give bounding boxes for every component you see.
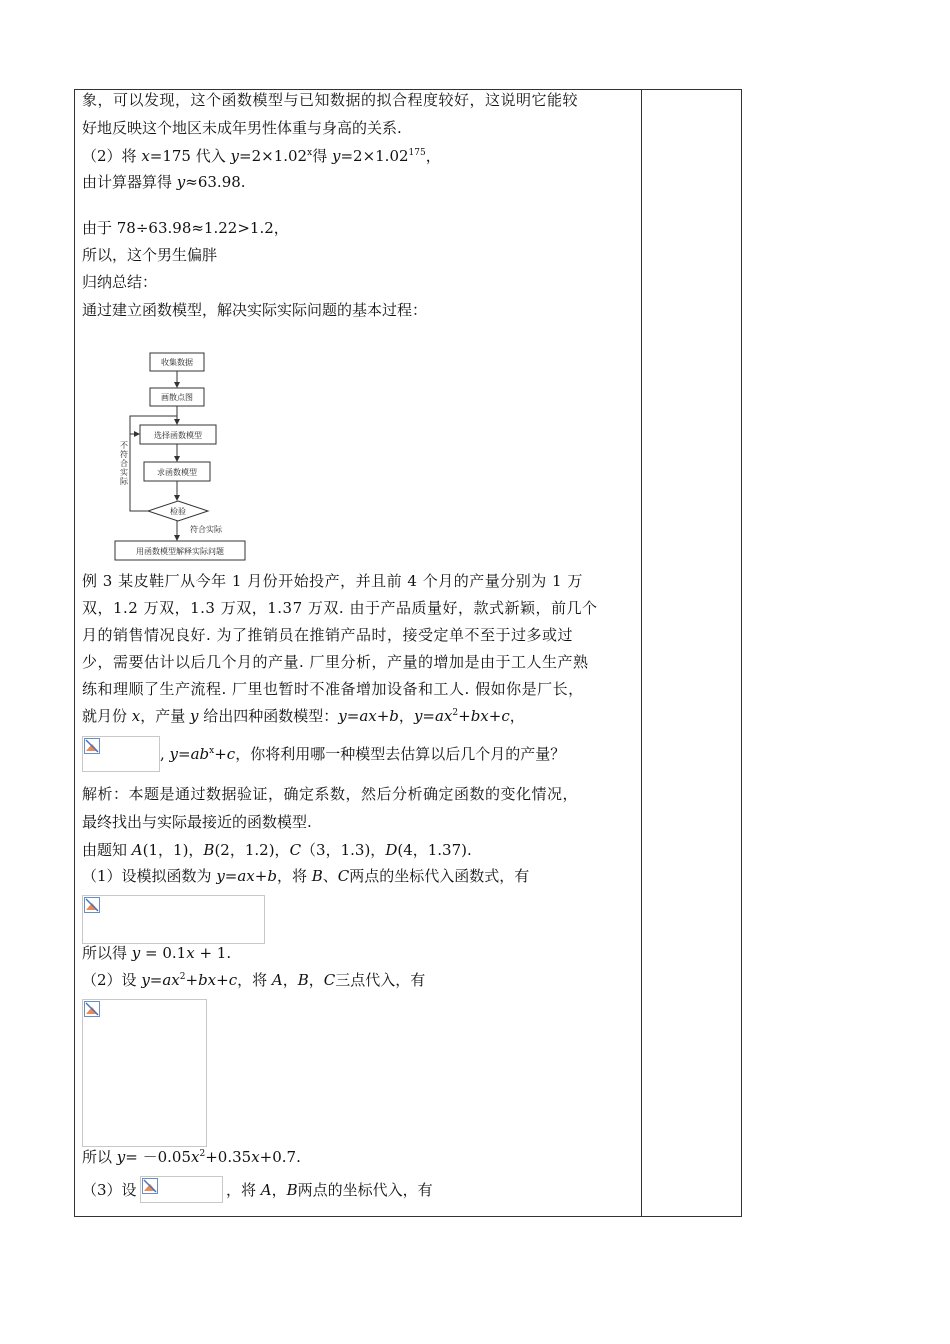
table-column-divider — [641, 89, 642, 1217]
flow-label: 收集数据 — [161, 358, 193, 367]
text-line: 少，需要估计以后几个月的产量. 厂里分析，产量的增加是由于工人生产熟 — [82, 653, 589, 671]
flow-label-fail: 不 — [120, 441, 128, 450]
flow-label-fail: 际 — [120, 477, 128, 486]
text-line: 通过建立函数模型，解决实际实际问题的基本过程： — [82, 301, 428, 319]
text-line: 所以得 y = 0.1x + 1. — [82, 944, 232, 962]
text-line: （3）设 — [82, 1181, 137, 1199]
text-line: 月的销售情况良好. 为了推销员在推销产品时，接受定单不至于过多或过 — [82, 626, 574, 644]
text-line: 由于 78÷63.98≈1.22>1.2， — [82, 219, 289, 237]
text-line: 归纳总结： — [82, 273, 158, 291]
text-line: 最终找出与实际最接近的函数模型. — [82, 813, 312, 831]
flow-label-pass: 符合实际 — [190, 525, 222, 534]
text-line: （2）设 $y=ax^2+bx+c$，将 A，B，C三点代入，有 — [82, 971, 426, 989]
flow-label-fail: 合 — [120, 459, 128, 468]
text-line: ，将 A，B两点的坐标代入，有 — [226, 1181, 433, 1199]
flow-label-fail: 实 — [120, 468, 128, 477]
flow-label: 求函数模型 — [157, 468, 197, 477]
text-line: 就月份 x，产量 y 给出四种函数模型：y=ax+b，$y=ax^2+bx+c$， — [82, 707, 525, 725]
text-line: 由计算器算得 y≈63.98. — [82, 173, 246, 191]
broken-image-icon — [82, 895, 265, 944]
text-line: , $y=ab^x+c$，你将利用哪一种模型去估算以后几个月的产量？ — [160, 745, 566, 763]
flow-label-fail: 符 — [120, 450, 128, 459]
text-line: （1）设模拟函数为 y=ax+b，将 B、C两点的坐标代入函数式，有 — [82, 867, 530, 885]
flow-label: 用函数模型解释实际问题 — [136, 547, 224, 556]
broken-image-icon — [82, 999, 207, 1147]
text-line: 好地反映这个地区未成年男性体重与身高的关系. — [82, 119, 402, 137]
text-line: 双，1.2 万双，1.3 万双，1.37 万双. 由于产品质量好，款式新颖，前几个 — [82, 599, 598, 617]
text-line: 所以 $y= -0.05x^2+0.35x+0.7$. — [82, 1148, 301, 1166]
flowchart — [110, 345, 260, 567]
text-line: 由题知 A(1，1)，B(2，1.2)，C（3，1.3)，D(4，1.37). — [82, 841, 472, 859]
flow-label: 检验 — [170, 507, 186, 516]
broken-image-icon — [82, 736, 160, 772]
text-line: 解析：本题是通过数据验证，确定系数，然后分析确定函数的变化情况， — [82, 785, 579, 803]
flow-label: 画散点图 — [161, 393, 193, 402]
broken-image-icon — [140, 1176, 223, 1203]
text-line: 象，可以发现，这个函数模型与已知数据的拟合程度较好，这说明它能较 — [82, 91, 579, 109]
text-line: 练和理顺了生产流程. 厂里也暂时不准备增加设备和工人. 假如你是厂长， — [82, 680, 584, 698]
text-line: 例 3 某皮鞋厂从今年 1 月份开始投产，并且前 4 个月的产量分别为 1 万 — [82, 572, 583, 590]
text-line: 所以，这个男生偏胖 — [82, 246, 218, 264]
flow-label: 选择函数模型 — [154, 431, 202, 440]
text-line: （2）将 x=175 代入 $y=2\times 1.02^x$得 $y=2\times 1.02^{175}$， — [82, 147, 441, 165]
